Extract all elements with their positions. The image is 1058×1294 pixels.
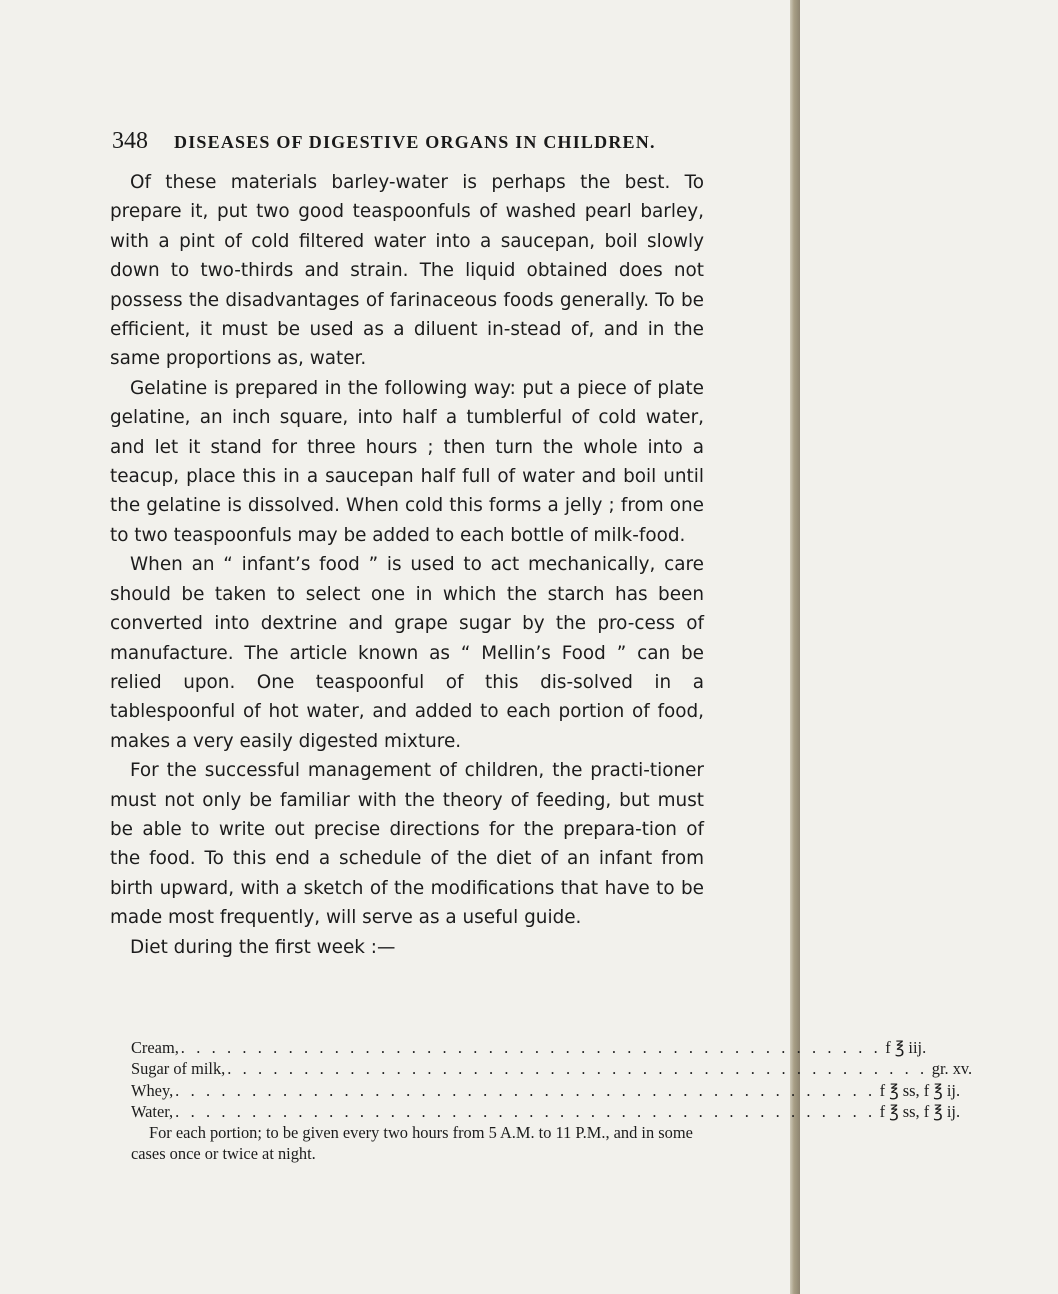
diet-amount: f ℥ ss, f ℥ ij. [879,1101,961,1121]
diet-amount: gr. xv. [931,1059,973,1079]
diet-row [131,1058,973,1079]
running-title: DISEASES OF DIGESTIVE ORGANS IN CHILDREN. [174,132,656,152]
paragraph-infant-food: When an “ infant’s food ” is used to act mechanically, care should be taken to select one in which the starch has been converted into dextrine and grape sugar by the pro-cess of manufacture. The article known as “ Mellin’s Food ” can be relied upon. One teaspoonful of this dis-solved in a tablespoonful of hot water, and added to each portion of food, makes a very easily digested mixture. [110,554,704,752]
diet-table [131,1037,973,1165]
diet-note: For each portion; to be given every two hours from 5 A.M. to 11 P.M., and in some cases once or twice at night. [131,1123,693,1164]
body-text [110,168,704,962]
diet-item: Water, [131,1101,174,1121]
leader-dots: . . . . . . . . . . . . . . . . . . . . . . . . . . . . . . . . . . . . . . . . . . . . . . [227,1059,928,1079]
leader-dots: . . . . . . . . . . . . . . . . . . . . . . . . . . . . . . . . . . . . . . . . . . . . . . [175,1080,876,1100]
diet-row [131,1080,961,1101]
diet-item: Cream, [131,1038,179,1057]
leader-dots: . . . . . . . . . . . . . . . . . . . . . . . . . . . . . . . . . . . . . . . . . . . . . . [175,1101,876,1121]
paragraph-gelatine: Gelatine is prepared in the following way: put a piece of plate gelatine, an inch square, into half a tumblerful of cold water, and let it stand for three hours ; then turn the whole into a teacup, place this in a saucepan half full of water and boil until the gelatine is dissolved. When cold this forms a jelly ; from one to two teaspoonfuls may be added to each bottle of milk-food. [110,377,704,546]
page-number: 348 [112,128,148,154]
diet-row [131,1101,961,1122]
diet-item: Sugar of milk, [131,1059,226,1079]
diet-amount: f ℥ ss, f ℥ ij. [879,1080,961,1100]
paragraph-management: For the successful management of children, the practi-tioner must not only be familiar with the theory of feeding, but must be able to write out precise directions for the prepara-tion of the food. To this end a schedule of the diet of an infant from birth upward, with a sketch of the modifications that have to be made most frequently, will serve as a useful guide. [110,760,704,929]
diet-row [131,1037,927,1058]
diet-item: Whey, [131,1080,174,1100]
paragraph-diet-heading: Diet during the first week :— [130,936,396,958]
diet-amount: f ℥ iij. [885,1038,927,1057]
page-header [112,126,702,156]
paragraph-barley-water: Of these materials barley-water is perhaps the best. To prepare it, put two good teaspoonfuls of washed pearl barley, with a pint of cold filtered water into a saucepan, boil slowly down to two-thirds and strain. The liquid obtained does not possess the disadvantages of farinaceous foods generally. To be efficient, it must be used as a diluent in-stead of, and in the same proportions as, water. [110,172,704,370]
leader-dots: . . . . . . . . . . . . . . . . . . . . . . . . . . . . . . . . . . . . . . . . . . . . . . [180,1038,882,1057]
